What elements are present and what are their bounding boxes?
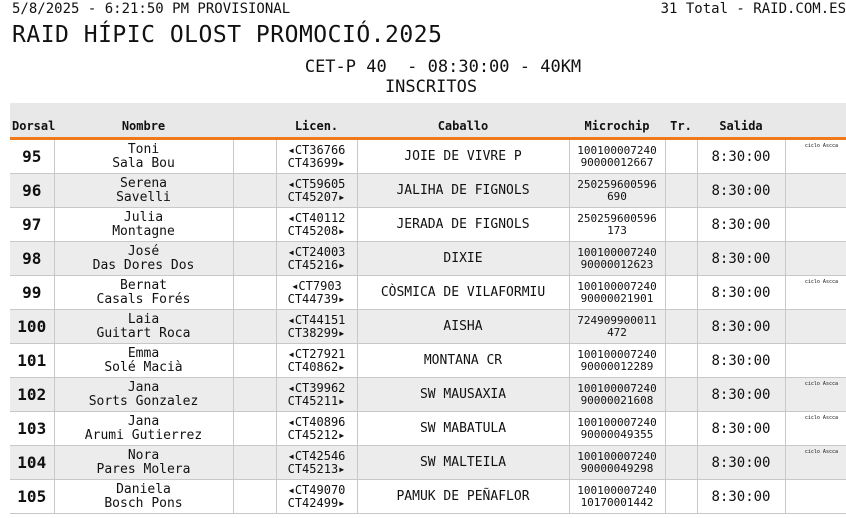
microchip-part-2: 10170001442 bbox=[580, 495, 654, 509]
dorsal-cell: 102 bbox=[10, 378, 54, 412]
dorsal-cell: 105 bbox=[10, 480, 54, 514]
rider-licence: ◂CT24003 bbox=[287, 244, 346, 259]
circuit-tag: ciclo Ascca bbox=[804, 279, 838, 285]
blank-cell bbox=[233, 378, 276, 412]
event-title: RAID HÍPIC OLOST PROMOCIÓ.2025 bbox=[12, 22, 443, 48]
blank-cell bbox=[233, 208, 276, 242]
blank-cell bbox=[233, 412, 276, 446]
circuit-tag bbox=[786, 344, 846, 347]
circuit-tag: ciclo Ascca bbox=[804, 143, 838, 149]
rider-last-name: Montagne bbox=[112, 223, 175, 239]
microchip-part-2: 90000012623 bbox=[580, 257, 654, 271]
extra-cell bbox=[785, 174, 846, 208]
horse-licence: CT44739▸ bbox=[287, 291, 346, 306]
table-row bbox=[10, 310, 846, 344]
microchip-part-1: 100100007240 bbox=[577, 279, 657, 293]
nombre-cell bbox=[54, 208, 233, 242]
salida-cell: 8:30:00 bbox=[697, 208, 785, 242]
circuit-tag bbox=[786, 242, 846, 245]
salida-cell: 8:30:00 bbox=[697, 242, 785, 276]
licence-cell bbox=[276, 378, 357, 412]
rider-first-name: Emma bbox=[127, 345, 160, 361]
circuit-tag bbox=[786, 208, 846, 211]
blank-cell bbox=[233, 276, 276, 310]
licence-cell bbox=[276, 446, 357, 480]
rider-last-name: Sala Bou bbox=[112, 155, 175, 171]
rider-licence: ◂CT44151 bbox=[287, 312, 346, 327]
list-title: INSCRITOS bbox=[384, 77, 478, 97]
nombre-cell bbox=[54, 446, 233, 480]
microchip-part-1: 100100007240 bbox=[577, 245, 657, 259]
extra-cell bbox=[785, 446, 846, 480]
horse-cell: SW MABATULA bbox=[357, 412, 569, 446]
table-row bbox=[10, 412, 846, 446]
microchip-cell bbox=[569, 378, 665, 412]
licence-cell bbox=[276, 174, 357, 208]
horse-licence: CT45216▸ bbox=[287, 257, 346, 272]
microchip-part-2: 90000049298 bbox=[580, 461, 654, 475]
tr-cell bbox=[665, 208, 697, 242]
licence-cell bbox=[276, 480, 357, 514]
col-header-extra bbox=[785, 103, 846, 139]
horse-licence: CT42499▸ bbox=[287, 495, 346, 510]
microchip-cell bbox=[569, 139, 665, 174]
nombre-cell bbox=[54, 242, 233, 276]
salida-cell: 8:30:00 bbox=[697, 310, 785, 344]
extra-cell bbox=[785, 378, 846, 412]
rider-last-name: Guitart Roca bbox=[96, 325, 191, 341]
nombre-cell bbox=[54, 310, 233, 344]
extra-cell bbox=[785, 276, 846, 310]
col-header-blank bbox=[233, 103, 276, 139]
rider-last-name: Solé Macià bbox=[104, 359, 183, 375]
horse-cell: JALIHA DE FIGNOLS bbox=[357, 174, 569, 208]
dorsal-cell: 95 bbox=[10, 139, 54, 174]
dorsal-cell: 97 bbox=[10, 208, 54, 242]
rider-licence: ◂CT59605 bbox=[287, 176, 346, 191]
table-row bbox=[10, 174, 846, 208]
table-header-row bbox=[10, 103, 846, 139]
licence-cell bbox=[276, 412, 357, 446]
salida-cell: 8:30:00 bbox=[697, 480, 785, 514]
rider-licence: ◂CT40112 bbox=[287, 210, 346, 225]
extra-cell bbox=[785, 310, 846, 344]
horse-licence: CT40862▸ bbox=[287, 359, 346, 374]
horse-cell: PAMUK DE PEÑAFLOR bbox=[357, 480, 569, 514]
microchip-part-2: 90000049355 bbox=[580, 427, 654, 441]
tr-cell bbox=[665, 344, 697, 378]
salida-cell: 8:30:00 bbox=[697, 412, 785, 446]
extra-cell bbox=[785, 208, 846, 242]
microchip-cell bbox=[569, 242, 665, 276]
horse-cell: DIXIE bbox=[357, 242, 569, 276]
blank-cell bbox=[233, 446, 276, 480]
tr-cell bbox=[665, 310, 697, 344]
microchip-cell bbox=[569, 208, 665, 242]
horse-cell: SW MALTEILA bbox=[357, 446, 569, 480]
col-header-licen: Licen. bbox=[276, 103, 357, 139]
blank-cell bbox=[233, 344, 276, 378]
salida-cell: 8:30:00 bbox=[697, 344, 785, 378]
table-row bbox=[10, 208, 846, 242]
microchip-part-1: 250259600596 bbox=[577, 211, 657, 225]
licence-cell bbox=[276, 344, 357, 378]
microchip-part-1: 100100007240 bbox=[577, 381, 657, 395]
tr-cell bbox=[665, 276, 697, 310]
rider-first-name: José bbox=[127, 243, 160, 259]
horse-cell: JOIE DE VIVRE P bbox=[357, 139, 569, 174]
rider-licence: ◂CT7903 bbox=[291, 278, 342, 293]
licence-cell bbox=[276, 276, 357, 310]
microchip-cell bbox=[569, 276, 665, 310]
blank-cell bbox=[233, 310, 276, 344]
table-row bbox=[10, 344, 846, 378]
nombre-cell bbox=[54, 412, 233, 446]
blank-cell bbox=[233, 480, 276, 514]
rider-first-name: Nora bbox=[127, 447, 160, 463]
microchip-part-1: 100100007240 bbox=[577, 143, 657, 157]
extra-cell bbox=[785, 412, 846, 446]
nombre-cell bbox=[54, 344, 233, 378]
microchip-cell bbox=[569, 344, 665, 378]
table-row bbox=[10, 446, 846, 480]
salida-cell: 8:30:00 bbox=[697, 174, 785, 208]
microchip-part-1: 724909900011 bbox=[577, 313, 657, 327]
top-info-line bbox=[12, 0, 846, 18]
tr-cell bbox=[665, 480, 697, 514]
extra-cell bbox=[785, 139, 846, 174]
microchip-part-1: 100100007240 bbox=[577, 415, 657, 429]
extra-cell bbox=[785, 344, 846, 378]
rider-first-name: Daniela bbox=[116, 481, 171, 497]
blank-cell bbox=[233, 139, 276, 174]
microchip-part-2: 90000021608 bbox=[580, 393, 654, 407]
table-row bbox=[10, 276, 846, 310]
licence-cell bbox=[276, 310, 357, 344]
rider-licence: ◂CT49070 bbox=[287, 482, 346, 497]
horse-licence: CT38299▸ bbox=[287, 325, 346, 340]
salida-cell: 8:30:00 bbox=[697, 378, 785, 412]
rider-first-name: Toni bbox=[127, 141, 160, 157]
nombre-cell bbox=[54, 480, 233, 514]
microchip-cell bbox=[569, 446, 665, 480]
horse-cell: MONTANA CR bbox=[357, 344, 569, 378]
table-row bbox=[10, 242, 846, 276]
microchip-part-2: 90000012667 bbox=[580, 155, 654, 169]
entries-table bbox=[10, 103, 846, 514]
tr-cell bbox=[665, 139, 697, 174]
microchip-part-1: 100100007240 bbox=[577, 347, 657, 361]
dorsal-cell: 98 bbox=[10, 242, 54, 276]
nombre-cell bbox=[54, 276, 233, 310]
rider-licence: ◂CT39962 bbox=[287, 380, 346, 395]
rider-first-name: Laia bbox=[127, 311, 160, 327]
tr-cell bbox=[665, 446, 697, 480]
rider-first-name: Bernat bbox=[120, 277, 167, 293]
col-header-dorsal: Dorsal bbox=[10, 103, 54, 139]
nombre-cell bbox=[54, 378, 233, 412]
extra-cell bbox=[785, 480, 846, 514]
horse-licence: CT45212▸ bbox=[287, 427, 346, 442]
circuit-tag: ciclo Ascca bbox=[804, 449, 838, 455]
circuit-tag bbox=[786, 480, 846, 483]
horse-licence: CT45213▸ bbox=[287, 461, 346, 476]
total-count: 31 Total - RAID.COM.ES bbox=[660, 1, 846, 17]
horse-cell: JERADA DE FIGNOLS bbox=[357, 208, 569, 242]
horse-cell: CÒSMICA DE VILAFORMIU bbox=[357, 276, 569, 310]
rider-last-name: Casals Forés bbox=[96, 291, 191, 307]
licence-cell bbox=[276, 208, 357, 242]
horse-licence: CT45208▸ bbox=[287, 223, 346, 238]
col-header-microchip: Microchip bbox=[569, 103, 665, 139]
salida-cell: 8:30:00 bbox=[697, 139, 785, 174]
rider-first-name: Julia bbox=[123, 209, 164, 225]
table-row bbox=[10, 480, 846, 514]
microchip-cell bbox=[569, 310, 665, 344]
table-row bbox=[10, 378, 846, 412]
nombre-cell bbox=[54, 174, 233, 208]
rider-last-name: Arumi Gutierrez bbox=[84, 427, 203, 443]
rider-last-name: Sorts Gonzalez bbox=[88, 393, 199, 409]
microchip-part-2: 690 bbox=[607, 189, 627, 203]
circuit-tag: ciclo Ascca bbox=[804, 381, 838, 387]
microchip-part-1: 100100007240 bbox=[577, 483, 657, 497]
microchip-cell bbox=[569, 412, 665, 446]
category-line: CET-P 40 - 08:30:00 - 40KM bbox=[304, 57, 582, 77]
circuit-tag: ciclo Ascca bbox=[804, 415, 838, 421]
dorsal-cell: 104 bbox=[10, 446, 54, 480]
rider-last-name: Bosch Pons bbox=[104, 495, 183, 511]
salida-cell: 8:30:00 bbox=[697, 276, 785, 310]
horse-licence: CT43699▸ bbox=[287, 155, 346, 170]
microchip-part-2: 472 bbox=[607, 325, 627, 339]
dorsal-cell: 99 bbox=[10, 276, 54, 310]
licence-cell bbox=[276, 139, 357, 174]
rider-licence: ◂CT36766 bbox=[287, 142, 346, 157]
microchip-part-2: 173 bbox=[607, 223, 627, 237]
rider-last-name: Pares Molera bbox=[96, 461, 191, 477]
rider-first-name: Jana bbox=[127, 413, 160, 429]
col-header-tr: Tr. bbox=[665, 103, 697, 139]
rider-first-name: Serena bbox=[120, 175, 167, 191]
nombre-cell bbox=[54, 139, 233, 174]
horse-licence: CT45207▸ bbox=[287, 189, 346, 204]
col-header-nombre: Nombre bbox=[54, 103, 233, 139]
microchip-part-2: 90000021901 bbox=[580, 291, 654, 305]
microchip-part-1: 250259600596 bbox=[577, 177, 657, 191]
rider-licence: ◂CT27921 bbox=[287, 346, 346, 361]
rider-first-name: Jana bbox=[127, 379, 160, 395]
rider-last-name: Savelli bbox=[116, 189, 171, 205]
blank-cell bbox=[233, 242, 276, 276]
tr-cell bbox=[665, 378, 697, 412]
dorsal-cell: 100 bbox=[10, 310, 54, 344]
col-header-caballo: Caballo bbox=[357, 103, 569, 139]
licence-cell bbox=[276, 242, 357, 276]
col-header-salida: Salida bbox=[697, 103, 785, 139]
timestamp-status: 5/8/2025 - 6:21:50 PM PROVISIONAL bbox=[12, 1, 291, 17]
rider-last-name: Das Dores Dos bbox=[92, 257, 195, 273]
microchip-cell bbox=[569, 480, 665, 514]
tr-cell bbox=[665, 412, 697, 446]
table-row bbox=[10, 139, 846, 174]
extra-cell bbox=[785, 242, 846, 276]
circuit-tag bbox=[786, 174, 846, 177]
horse-cell: AISHA bbox=[357, 310, 569, 344]
dorsal-cell: 103 bbox=[10, 412, 54, 446]
rider-licence: ◂CT42546 bbox=[287, 448, 346, 463]
horse-cell: SW MAUSAXIA bbox=[357, 378, 569, 412]
salida-cell: 8:30:00 bbox=[697, 446, 785, 480]
dorsal-cell: 101 bbox=[10, 344, 54, 378]
tr-cell bbox=[665, 242, 697, 276]
rider-licence: ◂CT40896 bbox=[287, 414, 346, 429]
dorsal-cell: 96 bbox=[10, 174, 54, 208]
microchip-part-1: 100100007240 bbox=[577, 449, 657, 463]
horse-licence: CT45211▸ bbox=[287, 393, 346, 408]
circuit-tag bbox=[786, 310, 846, 313]
blank-cell bbox=[233, 174, 276, 208]
microchip-part-2: 90000012289 bbox=[580, 359, 654, 373]
microchip-cell bbox=[569, 174, 665, 208]
tr-cell bbox=[665, 174, 697, 208]
